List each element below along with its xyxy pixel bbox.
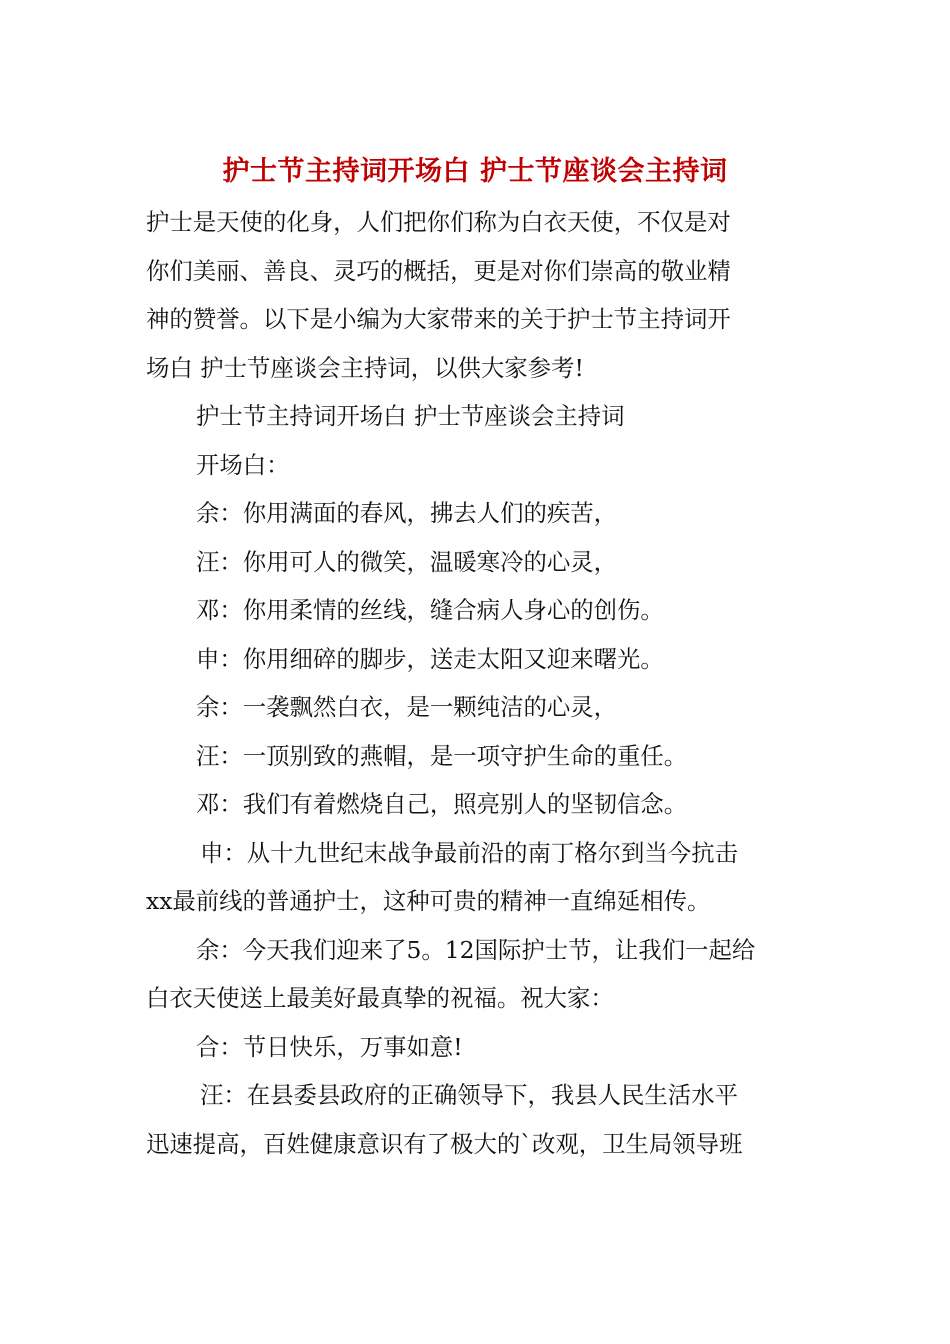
section-heading-line: 护士节主持词开场白 护士节座谈会主持词 [196,402,625,430]
dialogue-line: 余：今天我们迎来了5。12国际护士节，让我们一起给 [196,935,756,964]
dialogue-line: 合：节日快乐，万事如意! [196,1032,463,1061]
document-body [146,198,816,1168]
dialogue-line: 余：你用满面的春风，拂去人们的疾苦， [196,499,618,527]
dialogue-continuation-line: 迅速提高，百姓健康意识有了极大的`改观，卫生局领导班 [146,1129,743,1158]
paragraph-line: 神的赞誉。以下是小编为大家带来的关于护士节主持词开 [146,305,731,333]
dialogue-line: 申：你用细碎的脚步，送走太阳又迎来曙光。 [196,644,664,673]
dialogue-line: 汪：在县委县政府的正确领导下，我县人民生活水平 [200,1081,738,1109]
dialogue-line: 申：从十九世纪末战争最前沿的南丁格尔到当今抗击 [200,838,738,867]
dialogue-line: 汪：你用可人的微笑，温暖寒冷的心灵， [196,547,618,576]
paragraph-line: 你们美丽、善良、灵巧的概括，更是对你们崇高的敬业精 [146,256,731,285]
dialogue-line: 余：一袭飘然白衣，是一颗纯洁的心灵， [196,693,618,721]
paragraph-line: 护士是天使的化身，人们把你们称为白衣天使，不仅是对 [146,208,731,236]
dialogue-continuation-line: xx最前线的普通护士，这种可贵的精神一直绵延相传。 [146,887,711,915]
paragraph-line: 场白 护士节座谈会主持词，以供大家参考! [146,353,584,382]
dialogue-line: 汪：一顶别致的燕帽，是一项守护生命的重任。 [196,741,688,770]
dialogue-continuation-line: 白衣天使送上最美好最真挚的祝福。祝大家： [146,984,614,1012]
dialogue-line: 邓：我们有着燃烧自己，照亮别人的坚韧信念。 [196,790,688,818]
document-title: 护士节主持词开场白 护士节座谈会主持词 [222,156,728,187]
opening-label-line: 开场白： [196,450,290,479]
dialogue-line: 邓：你用柔情的丝线，缝合病人身心的创伤。 [196,596,664,624]
